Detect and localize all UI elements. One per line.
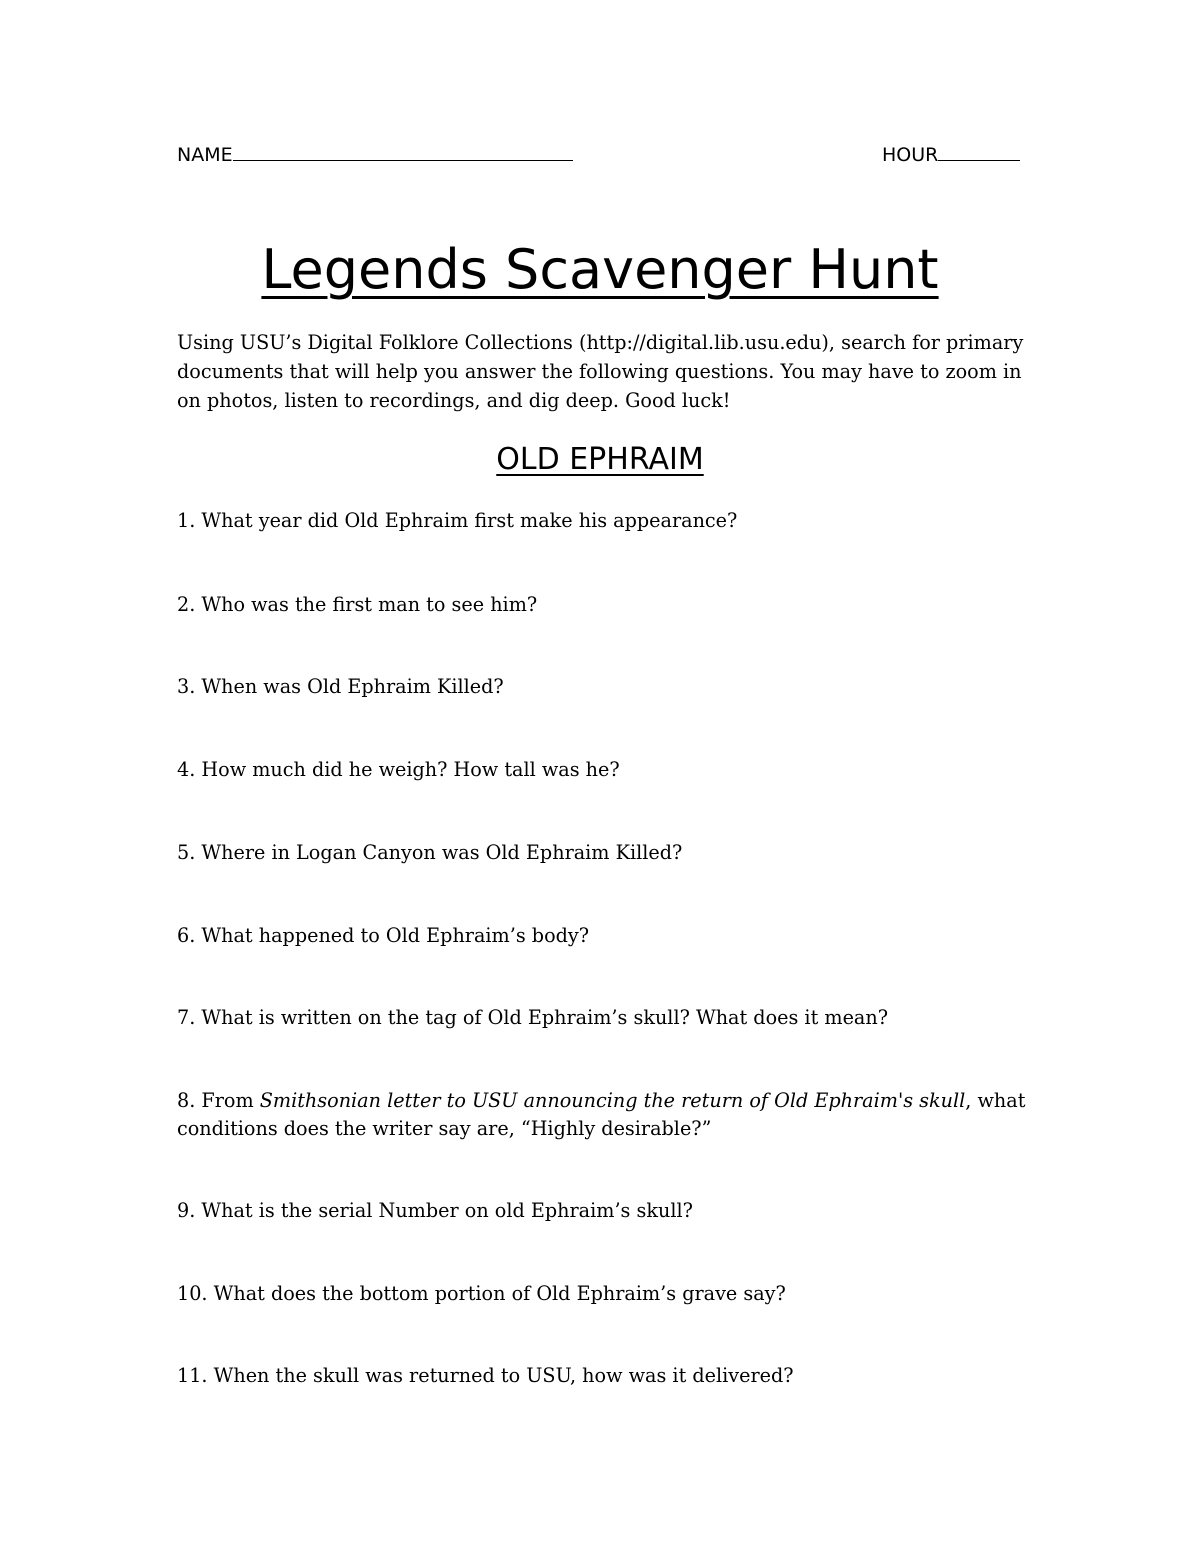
- question-8-prefix: 8. From: [177, 1089, 260, 1112]
- hour-label: HOUR: [882, 144, 939, 166]
- question-1: 1. What year did Old Ephraim first make his appearance?: [177, 509, 738, 532]
- section-heading: OLD EPHRAIM: [496, 442, 704, 477]
- question-2: 2. Who was the first man to see him?: [177, 593, 538, 616]
- question-5: 5. Where in Logan Canyon was Old Ephraim Killed?: [177, 841, 683, 864]
- question-3: 3. When was Old Ephraim Killed?: [177, 675, 504, 698]
- question-10: 10. What does the bottom portion of Old Ephraim’s grave say?: [177, 1282, 786, 1305]
- question-11: 11. When the skull was returned to USU, how was it delivered?: [177, 1364, 794, 1387]
- page-title: Legends Scavenger Hunt: [261, 238, 939, 301]
- intro-paragraph: Using USU’s Digital Folklore Collections (http://digital.lib.usu.edu), search for primary documents that will help you answer the following questions. You may have to zoom in on photos, listen to recordings, and dig deep. Good luck!: [177, 331, 1024, 412]
- question-6: 6. What happened to Old Ephraim’s body?: [177, 924, 590, 947]
- hour-field[interactable]: [882, 144, 1020, 166]
- question-8: [177, 1087, 1037, 1143]
- name-field[interactable]: [177, 144, 573, 166]
- name-label: NAME: [177, 144, 233, 166]
- question-4: 4. How much did he weigh? How tall was he?: [177, 758, 620, 781]
- question-8-suffix: , what conditions does the writer say are, “Highly desirable?”: [177, 1089, 1026, 1140]
- hour-blank-line[interactable]: [938, 144, 1020, 161]
- question-9: 9. What is the serial Number on old Ephraim’s skull?: [177, 1199, 693, 1222]
- name-blank-line[interactable]: [233, 144, 573, 161]
- question-8-source-title: Smithsonian letter to USU announcing the return of Old Ephraim's skull: [259, 1089, 966, 1112]
- question-7: 7. What is written on the tag of Old Ephraim’s skull? What does it mean?: [177, 1006, 889, 1029]
